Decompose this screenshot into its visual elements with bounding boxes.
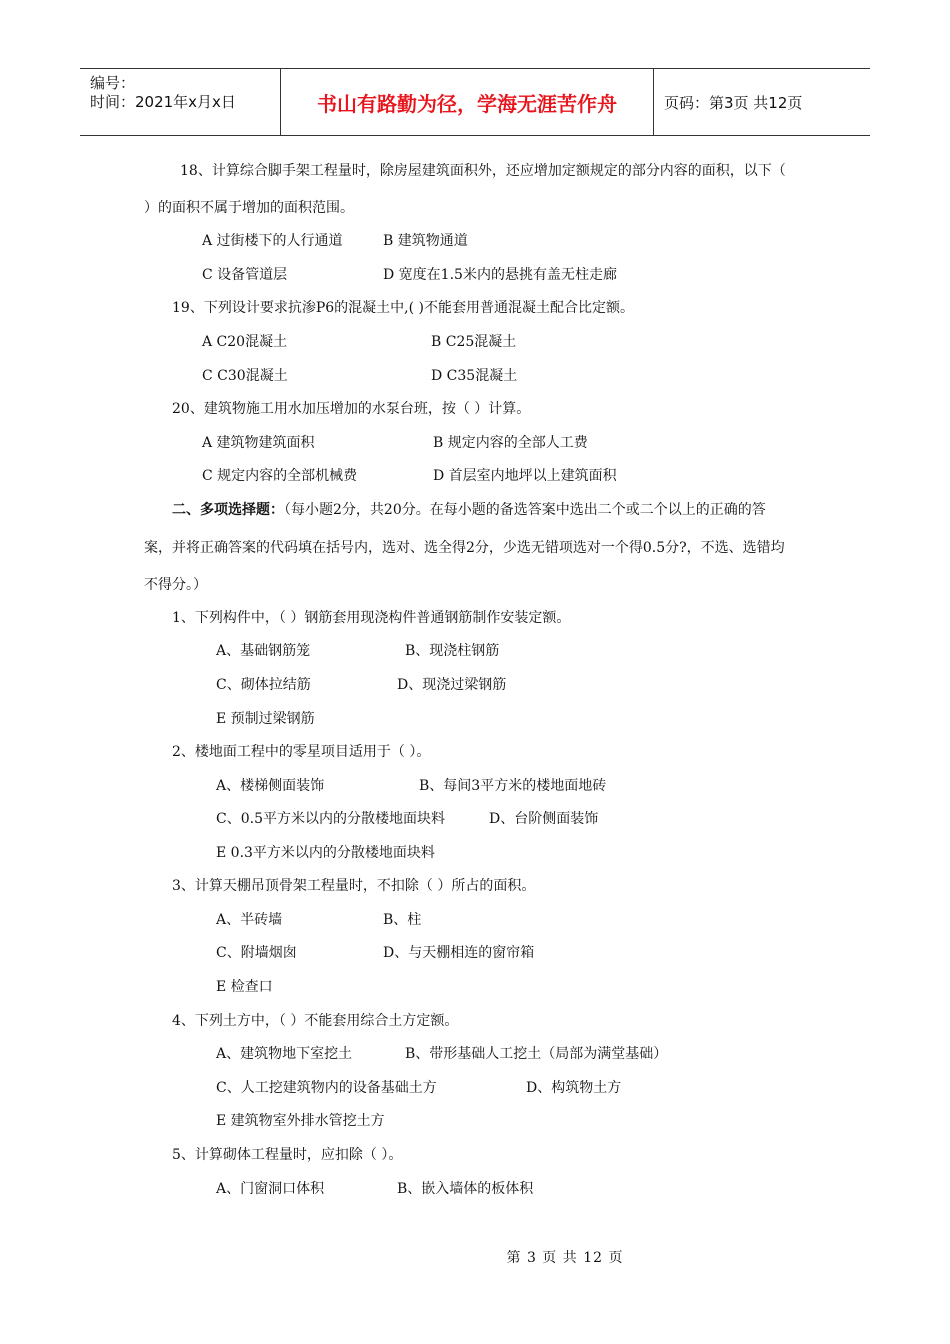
q20-option-b: B 规定内容的全部人工费 (433, 435, 588, 451)
time-label: 时间：2021年x月x日 (90, 93, 236, 111)
page-info: 页码：第3页 共12页 (664, 93, 803, 112)
page-footer (0, 1247, 950, 1267)
mc1-line1: 1、下列构件中，（ ）钢筋套用现浇构件普通钢筋制作安装定额。 (172, 610, 571, 626)
q18-option-c: C 设备管道层 (202, 267, 288, 283)
q19-option-d: D C35混凝土 (431, 368, 518, 384)
mc2-option-a: A、楼梯侧面装饰 (216, 778, 325, 794)
q19-line1: 19、下列设计要求抗渗P6的混凝土中,( )不能套用普通混凝土配合比定额。 (172, 300, 634, 316)
q18-option-b: B 建筑物通道 (383, 233, 468, 249)
q19-option-a: A C20混凝土 (202, 334, 288, 350)
mc5-option-a: A、门窗洞口体积 (216, 1181, 325, 1197)
mc4-option-b: B、带形基础人工挖土（局部为满堂基础） (405, 1046, 668, 1062)
q19-option-b: B C25混凝土 (431, 334, 517, 350)
q20-line1: 20、建筑物施工用水加压增加的水泵台班，按（ ）计算。 (172, 401, 531, 417)
page-header (80, 68, 870, 136)
mc3-option-e: E 检查口 (216, 979, 273, 995)
mc2-option-c: C、0.5平方米以内的分散楼地面块料 (216, 811, 445, 827)
mc1-option-c: C、砌体拉结筋 (216, 677, 311, 693)
mc1-option-d: D、现浇过梁钢筋 (397, 677, 507, 693)
mc3-option-c: C、附墙烟囱 (216, 945, 297, 961)
q20-option-c: C 规定内容的全部机械费 (202, 468, 358, 484)
q18-option-d: D 宽度在1.5米内的悬挑有盖无柱走廊 (383, 267, 617, 283)
q18-option-a: A 过街楼下的人行通道 (202, 233, 343, 249)
mc4-option-c: C、人工挖建筑物内的设备基础土方 (216, 1080, 437, 1096)
mc3-option-b: B、柱 (383, 912, 422, 928)
mc1-option-e: E 预制过梁钢筋 (216, 711, 315, 727)
mc5-option-b: B、嵌入墙体的板体积 (397, 1181, 534, 1197)
mc2-line1: 2、楼地面工程中的零星项目适用于（ ）。 (172, 744, 431, 760)
mc2-option-d: D、台阶侧面装饰 (489, 811, 599, 827)
header-info-cell (80, 69, 281, 135)
q20-option-d: D 首层室内地坪以上建筑面积 (433, 468, 617, 484)
mc4-option-a: A、建筑物地下室挖土 (216, 1046, 353, 1062)
q18-line1: 18、计算综合脚手架工程量时，除房屋建筑面积外，还应增加定额规定的部分内容的面积，以下（ (180, 163, 786, 179)
mc3-option-a: A、半砖墙 (216, 912, 283, 928)
mc5-line1: 5、计算砌体工程量时，应扣除（ ）。 (172, 1147, 403, 1163)
section2-title: 二、多项选择题： (172, 502, 284, 518)
mc3-line1: 3、计算天棚吊顶骨架工程量时，不扣除（ ）所占的面积。 (172, 878, 536, 894)
mc4-option-d: D、构筑物土方 (526, 1080, 622, 1096)
footer-page-number: 第 3 页 共 12 页 (506, 1250, 624, 1266)
mc1-option-b: B、现浇柱钢筋 (405, 643, 500, 659)
section2-intro-text: （每小题2分，共20分。在每小题的备选答案中选出二个或二个以上的正确的答 (284, 502, 766, 518)
q18-line2: ）的面积不属于增加的面积范围。 (144, 200, 354, 216)
motto: 书山有路勤为径，学海无涯苦作舟 (281, 69, 654, 135)
section2-intro-line2: 案，并将正确答案的代码填在括号内，选对、选全得2分，少选无错项选对一个得0.5分?，不选、选错均 (144, 540, 785, 556)
mc3-option-d: D、与天棚相连的窗帘箱 (383, 945, 535, 961)
mc4-line1: 4、下列土方中，（ ）不能套用综合土方定额。 (172, 1013, 459, 1029)
section2-intro-line3: 不得分。） (144, 577, 207, 593)
q19-option-c: C C30混凝土 (202, 368, 288, 384)
mc4-option-e: E 建筑物室外排水管挖土方 (216, 1113, 385, 1129)
mc1-option-a: A、基础钢筋笼 (216, 643, 311, 659)
code-label: 编号： (90, 74, 136, 92)
mc2-option-e: E 0.3平方米以内的分散楼地面块料 (216, 845, 435, 861)
q20-option-a: A 建筑物建筑面积 (202, 435, 315, 451)
section2-intro-line1 (172, 501, 766, 519)
mc2-option-b: B、每间3平方米的楼地面地砖 (419, 778, 607, 794)
